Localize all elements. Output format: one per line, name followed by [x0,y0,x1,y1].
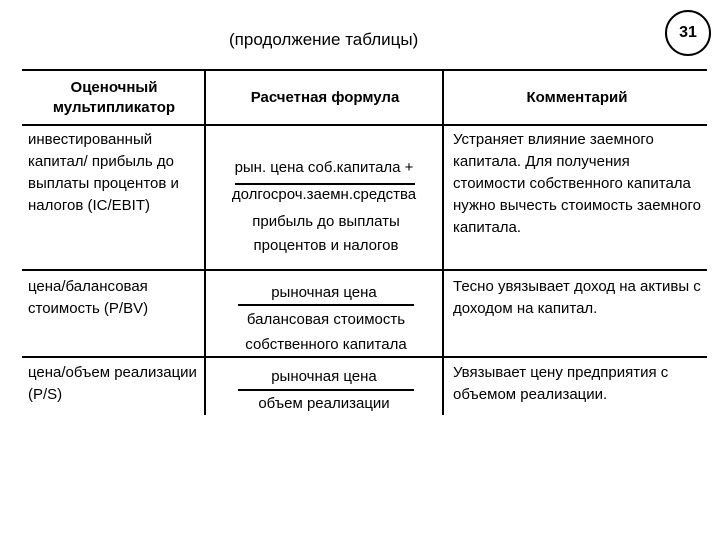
header-multiplier: Оценочный мультипликатор [52,79,176,116]
table-row-1-denominator: прибыль до выплаты процентов и налогов [252,213,400,254]
table-row-1-multiplier: инвестированный капитал/ прибыль до выплаты процентов и налогов (IC/EBIT) [28,131,179,214]
table-row-2-multiplier: цена/балансовая стоимость (P/BV) [28,278,149,317]
table-row-2-fraction-bar [238,304,414,306]
table-row-2-numerator: рыночная цена [271,284,377,301]
header-comment: Комментарий [526,89,628,106]
page-number-badge [665,10,711,56]
table-row-3-comment: Увязывает цену предприятия с объемом реализации. [453,364,669,403]
table-row-1-numerator-2: долгосроч.заемн.средства [231,186,417,203]
table-row-3-denominator: объем реализации [258,395,390,412]
table-row-2-denominator: балансовая стоимость собственного капитала [245,311,407,353]
table-row-3-numerator: рыночная цена [271,368,377,385]
table-row-1-comment: Устраняет влияние заемного капитала. Для получения стоимости собственного капитала нужно вычесть стоимость заемного капитала. [453,131,701,236]
page-number: 31 [679,24,697,41]
table-row-1-numerator: рын. цена соб.капитала + [234,159,414,176]
table-row-2-comment: Тесно увязывает доход на активы с доходом на капитал. [453,278,701,317]
header-formula: Расчетная формула [250,89,400,106]
table-row-3-multiplier: цена/объем реализации (P/S) [28,364,197,403]
table-row-3-fraction-bar [238,389,414,391]
page-subtitle: (продолжение таблицы) [229,30,419,49]
